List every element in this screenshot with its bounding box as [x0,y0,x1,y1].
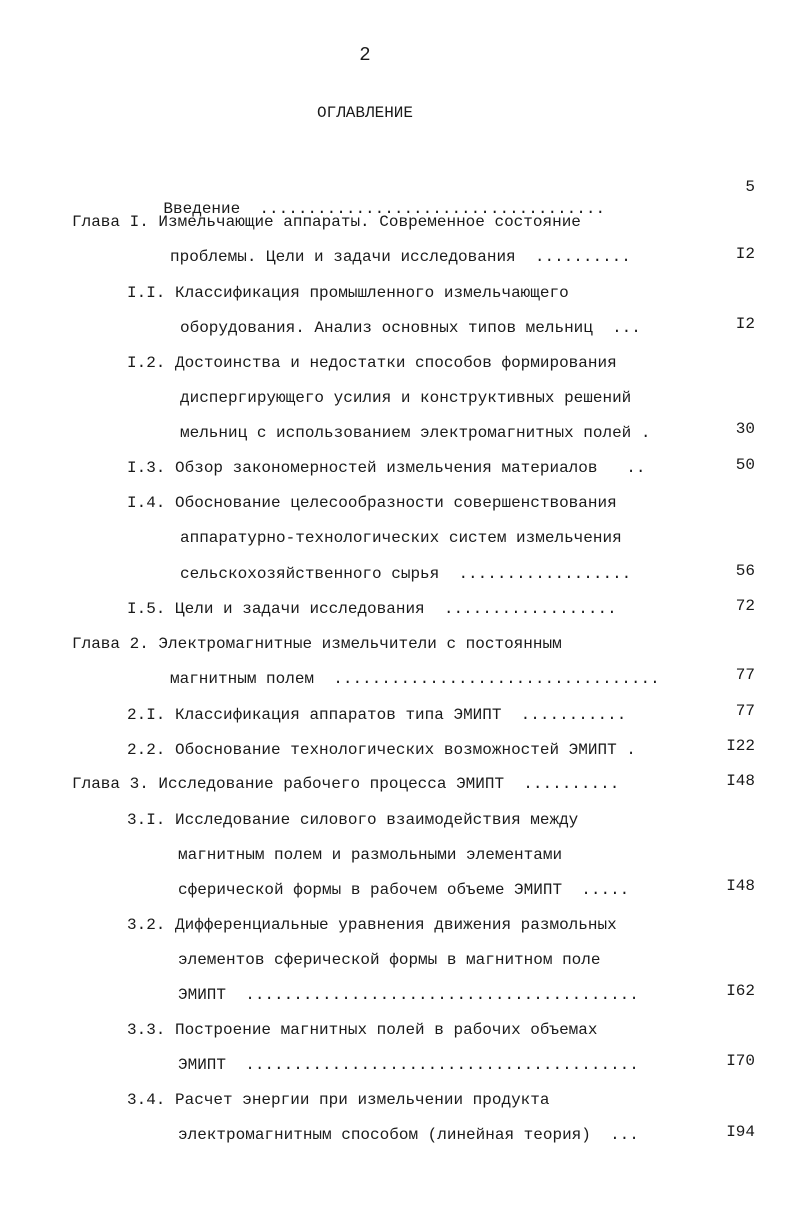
toc-section-1-4-cont [180,563,631,585]
leader-dots: ......................................... [245,1056,639,1074]
toc-chapter-2-cont [170,668,660,690]
leader-dots: ........... [520,706,627,724]
section-title-line: сельскохозяйственного сырья [180,565,440,583]
section-title-line: Расчет энергии при измельчении продукта [175,1091,550,1109]
toc-section-1-1-cont [180,317,641,339]
chapter-title-line: Измельчающие аппараты. Современное состояние [158,213,581,231]
section-number: I.3. [127,459,166,477]
toc-section-1-2-cont: мельниц с использованием электромагнитных полей . [180,424,651,442]
leader-dots: ... [610,1126,639,1144]
toc-page-number: I2 [735,245,755,263]
chapter-title-line: Электромагнитные измельчители с постоянным [158,635,562,653]
leader-dots: .......... [523,775,620,793]
section-title-line: ЭМИПТ [178,1056,227,1074]
section-title-line: Обоснование технологических возможностей ЭМИПТ [175,741,617,759]
toc-section-2-2 [127,739,636,761]
toc-section-1-1 [127,282,569,304]
toc-section-3-1 [127,809,578,831]
chapter-title-line: магнитным полем [170,670,315,688]
chapter-number: Глава 2. [72,635,149,653]
toc-section-3-4 [127,1089,549,1111]
toc-section-1-5 [127,598,617,620]
section-title-line: электромагнитным способом (линейная теория) [178,1126,591,1144]
page-number: 2 [359,44,371,66]
section-number: 2.2. [127,741,166,759]
section-number: 3.3. [127,1021,166,1039]
toc-section-3-1-cont: магнитным полем и размольными элементами [178,846,563,864]
toc-section-3-2 [127,914,617,936]
chapter-title-line: проблемы. Цели и задачи исследования [170,248,516,266]
toc-chapter-1-cont [170,246,631,268]
leader-dots: .. [626,459,646,477]
section-number: I.5. [127,600,166,618]
toc-page-number: 50 [735,456,755,474]
section-title-line: Достоинства и недостатки способов формирования [175,354,617,372]
toc-title: ОГЛАВЛЕНИЕ [316,104,413,122]
leader-dots: .................. [458,565,632,583]
toc-section-3-2-cont: элементов сферической формы в магнитном поле [178,951,601,969]
section-title-line: Построение магнитных полей в рабочих объемах [175,1021,598,1039]
toc-section-3-4-cont [178,1124,639,1146]
toc-section-3-3-cont [178,1054,639,1076]
section-number: 3.2. [127,916,166,934]
toc-page-number: I48 [726,877,755,895]
section-number: 3.I. [127,811,166,829]
toc-section-1-2 [127,352,617,374]
chapter-number: Глава 3. [72,775,149,793]
toc-section-2-1 [127,704,626,726]
section-title-line: Обоснование целесообразности совершенствования [175,494,617,512]
leader-dots: ......................................... [245,986,639,1004]
leader-dots: .................. [443,600,617,618]
section-title-line: оборудования. Анализ основных типов мельниц [180,319,593,337]
section-title-line: Дифференциальные уравнения движения размольных [175,916,617,934]
toc-entry-label: Введение [163,200,241,218]
section-title-line: ЭМИПТ [178,986,227,1004]
chapter-title-line: Исследование рабочего процесса ЭМИПТ [158,775,505,793]
toc-chapter-2 [72,633,562,655]
section-title-line: Классификация промышленного измельчающего [175,284,569,302]
toc-page-number: 77 [735,702,755,720]
leader-dots: ..... [581,881,630,899]
section-title-line: Обзор закономерностей измельчения материалов [175,459,598,477]
toc-section-1-4-cont: аппаратурно-технологических систем измельчения [180,529,622,547]
toc-section-3-1-cont [178,879,629,901]
section-number: I.2. [127,354,166,372]
section-title-line: сферической формы в рабочем объеме ЭМИПТ [178,881,563,899]
toc-page-number: 56 [735,562,755,580]
leader-dots: .................................... [259,200,606,218]
chapter-number: Глава I. [72,213,149,231]
toc-page-number: I22 [726,737,755,755]
toc-section-1-2-cont: диспергирующего усилия и конструктивных решений [180,389,632,407]
section-title-line: Исследование силового взаимодействия между [175,811,579,829]
section-title-line: Цели и задачи исследования [175,600,425,618]
toc-section-3-2-cont [178,984,639,1006]
toc-section-3-3 [127,1019,597,1041]
toc-page-number: 72 [735,597,755,615]
toc-page-number: I2 [735,315,755,333]
section-number: 2.I. [127,706,166,724]
section-number: I.I. [127,284,166,302]
section-number: 3.4. [127,1091,166,1109]
section-number: I.4. [127,494,166,512]
leader-dots: .......... [534,248,631,266]
toc-page-number: 77 [735,666,755,684]
leader-dots: . [626,741,636,759]
section-title-line: Классификация аппаратов типа ЭМИПТ [175,706,502,724]
toc-page-number: 30 [735,420,755,438]
toc-section-1-3 [127,457,646,479]
toc-chapter-3 [72,773,619,795]
leader-dots: .................................. [333,670,660,688]
toc-section-1-4 [127,492,617,514]
toc-page-number: I48 [726,772,755,790]
toc-page-number: 5 [745,178,755,196]
toc-page-number: I62 [726,982,755,1000]
toc-chapter-1 [72,211,581,233]
toc-page-number: I94 [726,1123,755,1141]
toc-page-number: I70 [726,1052,755,1070]
leader-dots: ... [612,319,641,337]
